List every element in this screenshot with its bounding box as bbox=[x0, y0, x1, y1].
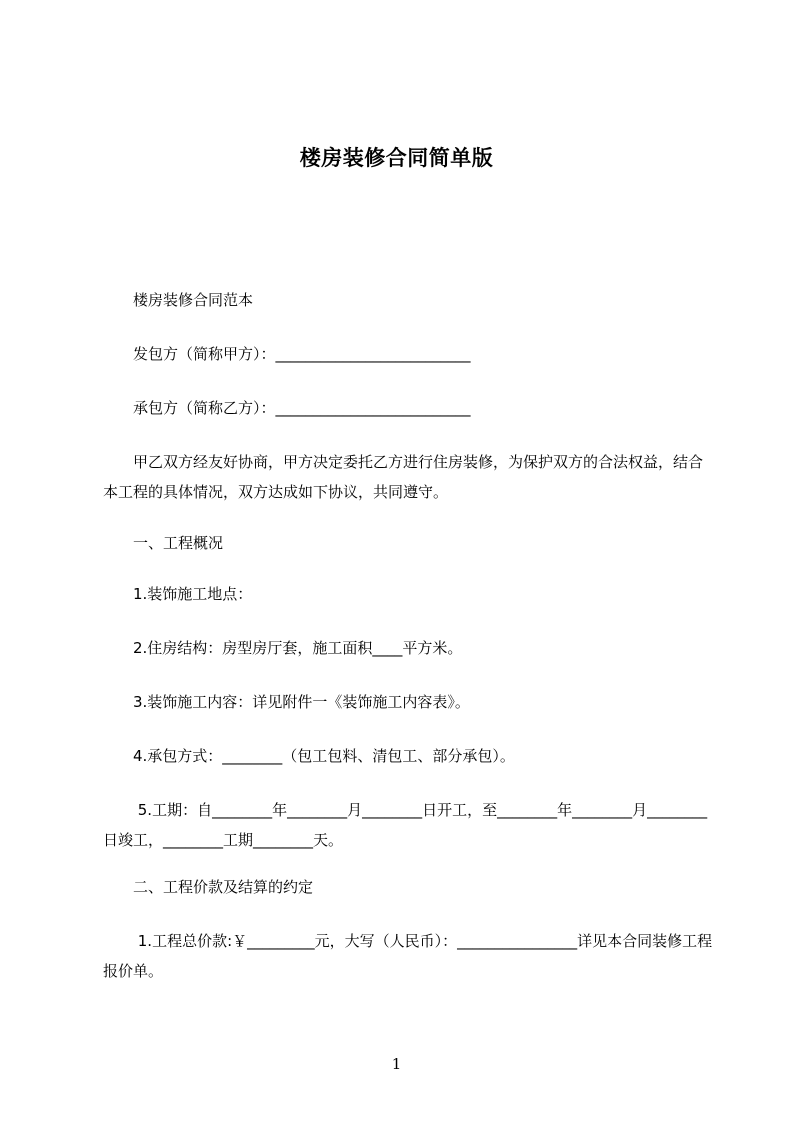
clause-construction-content: 3.装饰施工内容：详见附件一《装饰施工内容表》。 bbox=[103, 693, 470, 711]
page-number: 1 bbox=[391, 1055, 402, 1073]
clause-construction-period: 5.工期：自________年________月________日开工，至________年________月________日竣工，________工期________天。 bbox=[103, 801, 708, 849]
clause-construction-location: 1.装饰施工地点： bbox=[103, 585, 253, 603]
clause-contract-mode: 4.承包方式：________（包工包料、清包工、部分承包）。 bbox=[103, 747, 515, 765]
section-heading-project-overview: 一、工程概况 bbox=[103, 534, 224, 552]
agreement-preamble: 甲乙双方经友好协商，甲方决定委托乙方进行住房装修，为保护双方的合法权益，结合本工程的具体情况，双方达成如下协议，共同遵守。 bbox=[103, 453, 704, 501]
clause-housing-structure: 2.住房结构：房型房厅套，施工面积____平方米。 bbox=[103, 639, 463, 657]
contract-template-label: 楼房装修合同范本 bbox=[103, 291, 254, 309]
party-b-field: 承包方（简称乙方）：__________________________ bbox=[103, 399, 471, 417]
section-heading-price-settlement: 二、工程价款及结算的约定 bbox=[103, 878, 314, 896]
clause-total-price: 1.工程总价款:￥_________元，大写（人民币）：________________详见本合同装修工程报价单。 bbox=[103, 932, 713, 980]
contract-title: 楼房装修合同简单版 bbox=[299, 146, 494, 170]
party-a-field: 发包方（简称甲方）：__________________________ bbox=[103, 345, 471, 363]
